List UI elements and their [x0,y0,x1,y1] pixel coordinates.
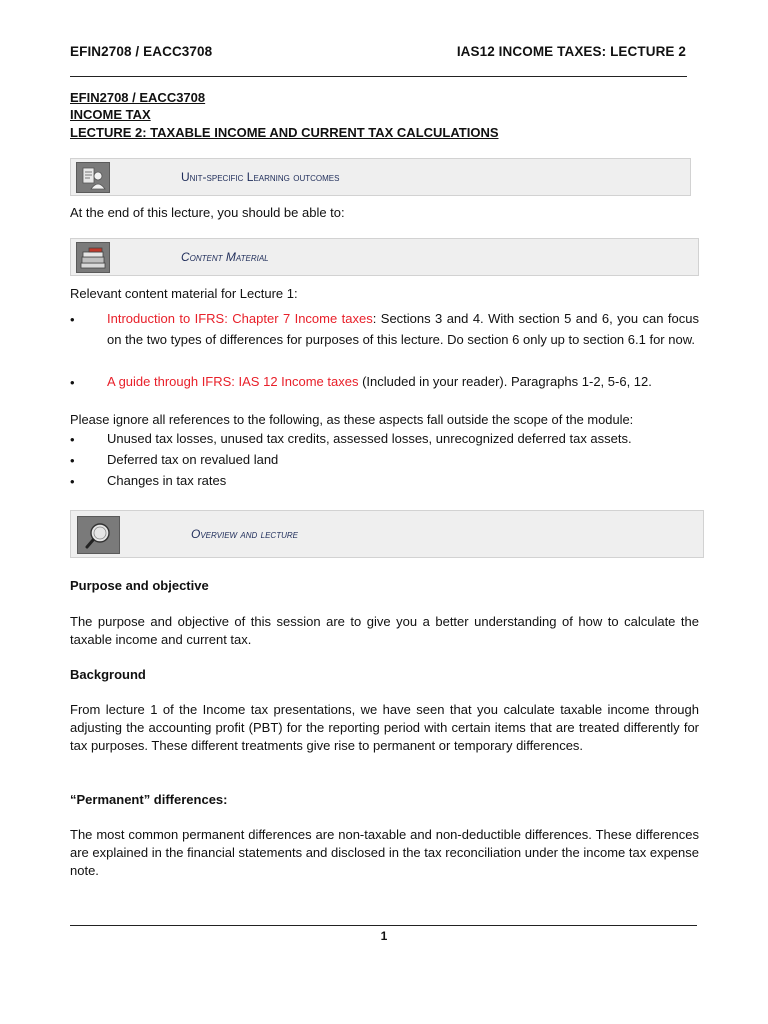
ignore-bullet-3: Changes in tax rates [107,473,227,488]
permanent-heading: “Permanent” differences: [70,792,228,807]
bullet-marker: • [70,375,75,390]
permanent-text: The most common permanent differences are non-taxable and non-deductible differences. These differences are explained in the financial statements and disclosed in the tax reconciliation under the income tax expense note. [70,827,699,878]
ifrs-chapter-link[interactable]: Introduction to IFRS: Chapter 7 Income taxes [107,311,373,326]
magnifier-icon [77,516,120,554]
overview-label: Overview and lecture [191,527,298,541]
person-document-icon [76,162,110,193]
bullet-marker: • [70,474,75,489]
background-text: From lecture 1 of the Income tax presentations, we have seen that you calculate taxable income through adjusting the accounting profit (PBT) for the reporting period with certain items that are treated differently for tax purposes. These different treatments give rise to permanent or temporary differences. [70,702,699,753]
content-material-label: Content Material [181,250,269,264]
lecture-title: LECTURE 2: TAXABLE INCOME AND CURRENT TAX CALCULATIONS [70,125,499,140]
learning-outcomes-banner [70,158,691,196]
header-rule [70,76,687,77]
content-bullet-2 [107,371,699,392]
subject-title: INCOME TAX [70,107,151,122]
content-bullet-1-text: : Sections 3 and 4. With section 5 and 6, you can focus on the two types of differences for purposes of this lecture. Do section 6 only up to section 6.1 for now. [107,311,699,347]
purpose-heading: Purpose and objective [70,578,209,593]
overview-banner [70,510,704,558]
ignore-intro: Please ignore all references to the following, as these aspects fall outside the scope of the module: [70,412,634,427]
content-bullet-1 [107,308,699,350]
bullet-marker: • [70,312,75,327]
purpose-text: The purpose and objective of this session are to give you a better understanding of how to calculate the taxable income and current tax. [70,614,699,647]
content-material-banner [70,238,699,276]
running-header-left: EFIN2708 / EACC3708 [70,44,213,59]
outcomes-intro: At the end of this lecture, you should be able to: [70,205,345,220]
bullet-marker: • [70,453,75,468]
page-number: 1 [380,929,388,943]
ignore-bullet-1: Unused tax losses, unused tax credits, assessed losses, unrecognized deferred tax assets. [107,431,632,446]
running-header-right: IAS12 INCOME TAXES: LECTURE 2 [456,44,686,59]
content-bullet-2-text: (Included in your reader). Paragraphs 1-2, 5-6, 12. [358,374,652,389]
course-code-title: EFIN2708 / EACC3708 [70,90,206,105]
ignore-bullet-2: Deferred tax on revalued land [107,452,279,467]
ias12-guide-link[interactable]: A guide through IFRS: IAS 12 Income taxes [107,374,359,389]
content-intro: Relevant content material for Lecture 1: [70,286,298,301]
bullet-marker: • [70,432,75,447]
learning-outcomes-label: Unit-specific Learning outcomes [181,170,340,184]
books-stack-icon [76,242,110,273]
footer-rule [70,925,697,926]
background-heading: Background [70,667,146,682]
